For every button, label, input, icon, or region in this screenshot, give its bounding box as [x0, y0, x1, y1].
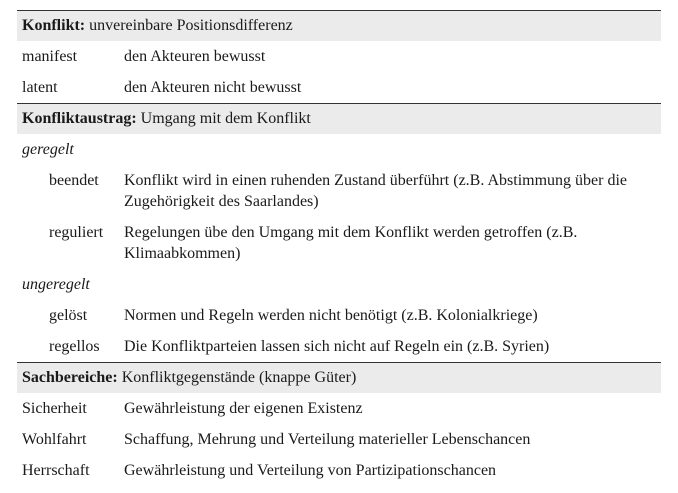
- row-term: latent: [22, 79, 58, 96]
- section-konfliktaustrag: [17, 103, 661, 362]
- table-row: [17, 393, 661, 424]
- table-row: [17, 41, 661, 72]
- row-term: manifest: [22, 48, 78, 65]
- section-term: Sachbereiche:: [22, 369, 118, 386]
- section-header: [17, 11, 661, 41]
- section-term: Konfliktaustrag:: [22, 110, 137, 127]
- section-definition: unvereinbare Positionsdifferenz: [89, 17, 293, 34]
- row-description: Gewährleistung und Verteilung von Partizipationschancen: [124, 462, 497, 479]
- section-header: [17, 104, 661, 134]
- table-row: [17, 424, 661, 455]
- table-row: [17, 331, 661, 362]
- table-row: [17, 455, 661, 486]
- table-row: [17, 300, 661, 331]
- section-konflikt: [17, 10, 661, 103]
- section-definition: Konfliktgegenstände (knappe Güter): [121, 369, 357, 386]
- section-sachbereiche: [17, 362, 661, 486]
- group-label: ungeregelt: [22, 276, 90, 293]
- row-description: Gewährleistung der eigenen Existenz: [124, 400, 363, 417]
- row-term: gelöst: [49, 307, 88, 324]
- row-description: Die Konfliktparteien lassen sich nicht auf Regeln ein (z.B. Syrien): [124, 338, 550, 355]
- table-row: [17, 165, 661, 217]
- row-description: Schaffung, Mehrung und Verteilung materieller Lebenschancen: [124, 431, 531, 448]
- row-term: beendet: [49, 172, 99, 189]
- group-label: geregelt: [22, 141, 74, 158]
- row-term: Herrschaft: [22, 462, 90, 479]
- definition-table: [17, 10, 661, 486]
- section-definition: Umgang mit dem Konflikt: [140, 110, 311, 127]
- table-row: [17, 72, 661, 103]
- row-term: Wohlfahrt: [22, 431, 87, 448]
- row-description: den Akteuren bewusst: [124, 48, 266, 65]
- row-term: Sicherheit: [22, 400, 87, 417]
- row-description: Konflikt wird in einen ruhenden Zustand überführt (z.B. Abstimmung über die Zugehörigkeit des Saarlandes): [124, 172, 628, 210]
- row-term: regellos: [49, 338, 100, 355]
- section-term: Konflikt:: [22, 17, 86, 34]
- section-header: [17, 363, 661, 393]
- row-description: den Akteuren nicht bewusst: [124, 79, 302, 96]
- row-description: Regelungen übe den Umgang mit dem Konflikt werden getroffen (z.B. Klimaabkommen): [124, 224, 578, 262]
- row-term: reguliert: [49, 224, 104, 241]
- row-description: Normen und Regeln werden nicht benötigt (z.B. Kolonialkriege): [124, 307, 538, 324]
- table-row: [17, 217, 661, 269]
